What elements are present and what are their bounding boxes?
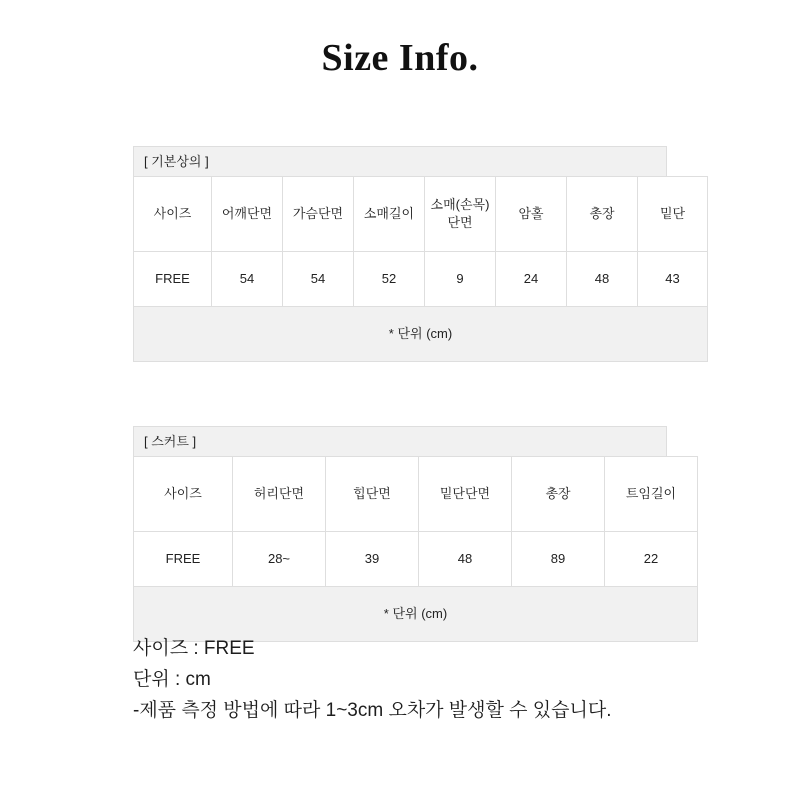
size-table-tops — [133, 176, 708, 362]
column-header-chest: 가슴단면 — [283, 177, 354, 252]
section-label-tops: [ 기본상의 ] — [133, 146, 667, 176]
table-row — [134, 532, 698, 587]
cell-sleeve-length: 52 — [354, 252, 425, 307]
column-header-size: 사이즈 — [134, 457, 233, 532]
cell-total-length: 48 — [567, 252, 638, 307]
unit-note: * 단위 (cm) — [134, 307, 708, 362]
cell-size: FREE — [134, 532, 233, 587]
column-header-total-length: 총장 — [512, 457, 605, 532]
note-line-size: 사이즈 : FREE — [133, 638, 255, 659]
table-header-row — [134, 177, 708, 252]
size-table-block-bottom — [133, 426, 677, 642]
size-table-skirt — [133, 456, 698, 642]
table-row — [134, 252, 708, 307]
size-notes — [133, 634, 693, 726]
cell-size: FREE — [134, 252, 212, 307]
cell-armhole: 24 — [496, 252, 567, 307]
column-header-slit-length: 트임길이 — [605, 457, 698, 532]
cell-waist: 28~ — [233, 532, 326, 587]
column-header-sleeve-length: 소매길이 — [354, 177, 425, 252]
unit-note-row — [134, 307, 708, 362]
note-line-unit: 단위 : cm — [133, 668, 211, 690]
column-header-hem-width: 밑단단면 — [419, 457, 512, 532]
note-line-tolerance: -제품 측정 방법에 따라 1~3cm 오차가 발생할 수 있습니다. — [133, 699, 612, 721]
column-header-armhole: 암홀 — [496, 177, 567, 252]
cell-slit-length: 22 — [605, 532, 698, 587]
cell-chest: 54 — [283, 252, 354, 307]
column-header-cuff: 소매(손목)단면 — [425, 177, 496, 252]
cell-hem: 43 — [638, 252, 708, 307]
section-label-skirt: [ 스커트 ] — [133, 426, 667, 456]
column-header-size: 사이즈 — [134, 177, 212, 252]
column-header-total-length: 총장 — [567, 177, 638, 252]
column-header-waist: 허리단면 — [233, 457, 326, 532]
unit-note: * 단위 (cm) — [134, 587, 698, 642]
table-header-row — [134, 457, 698, 532]
cell-shoulder: 54 — [212, 252, 283, 307]
page-title: Size Info. — [321, 37, 479, 79]
column-header-hip: 힙단면 — [326, 457, 419, 532]
column-header-shoulder: 어깨단면 — [212, 177, 283, 252]
cell-hip: 39 — [326, 532, 419, 587]
size-table-block-top — [133, 146, 686, 362]
column-header-hem: 밑단 — [638, 177, 708, 252]
cell-hem-width: 48 — [419, 532, 512, 587]
cell-cuff: 9 — [425, 252, 496, 307]
cell-total-length: 89 — [512, 532, 605, 587]
